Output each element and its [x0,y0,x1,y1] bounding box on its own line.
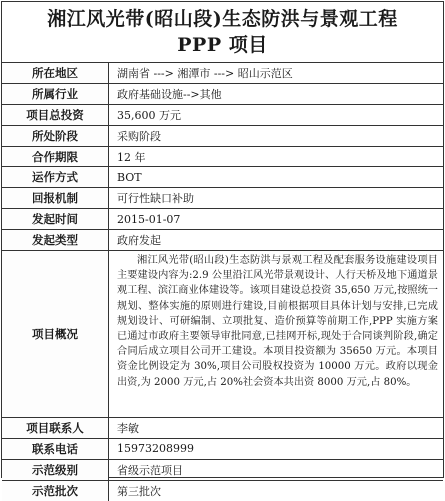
table-title [2,2,443,63]
date-label: 发起时间 [2,209,109,230]
title-line-2: PPP 项目 [177,34,268,56]
location-label: 所在地区 [2,63,109,84]
info-grid [2,63,443,481]
date-value: 2015-01-07 [109,209,443,230]
stage-label: 所处阶段 [2,126,109,147]
overview-cell [109,251,443,418]
term-label: 合作期限 [2,147,109,168]
batch-value: 第三批次 [117,484,161,498]
level-value: 省级示范项目 [109,460,443,481]
investment-value: 35,600 万元 [109,105,443,126]
mode-label: 运作方式 [2,167,109,188]
level-label: 示范级别 [2,460,109,481]
contact-value: 李敏 [109,418,443,439]
mode-value: BOT [109,167,443,188]
industry-label: 所属行业 [2,84,109,105]
overview-label: 项目概况 [2,251,109,418]
phone-label: 联系电话 [2,439,109,460]
overview-text: 湘江风光带(昭山段)生态防洪与景观工程及配套服务设施建设项目主要建设内容为:2.9 公里沿江风光带景观设计、人行天桥及地下通道景观工程、滨江商业体建设等。该项目建设总投资 35,650 万元,按照统一规划、整体实施的原则进行建设,目前根据项目具体计划与安排,已完成规划设计、可研编制、立项批复、造价预算等前期工作,PPP 实施方案已通过市政府主要领导审批同意,已挂网开标,现处于合同谈判阶段,确定合同后成立项目公司开工建设。本项目投资额为 35650 万元。本项目资金比例设定为 30%,项目公司股权投资为 10000 万元。政府以现金出资,为 2000 万元,占 20%社会资本共出资 8000 万元,占 80%。 [117,255,438,388]
type-label: 发起类型 [2,230,109,251]
title-line-1: 湘江风光带(昭山段)生态防洪与景观工程 [47,8,398,30]
industry-value: 政府基础设施-->其他 [109,84,443,105]
project-info-table [1,1,444,498]
location-value: 湖南省 ---> 湘潭市 ---> 昭山示范区 [109,63,443,84]
contact-label: 项目联系人 [2,418,109,439]
phone-value: 15973208999 [109,439,443,460]
investment-label: 项目总投资 [2,105,109,126]
return-value: 可行性缺口补助 [109,188,443,209]
batch-label: 示范批次 [2,481,109,501]
return-label: 回报机制 [2,188,109,209]
term-value: 12 年 [109,147,443,168]
stage-value: 采购阶段 [109,126,443,147]
type-value: 政府发起 [109,230,443,251]
info-grid-last-row [2,481,443,501]
